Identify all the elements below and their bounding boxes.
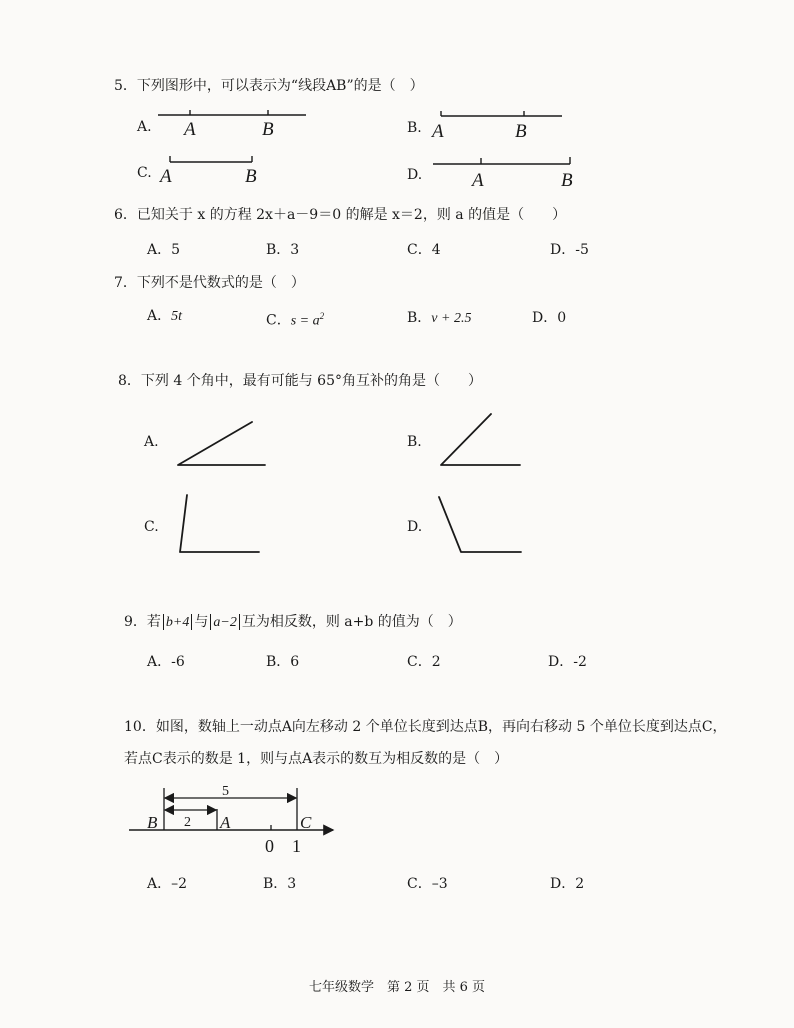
q10-stem-line2: 若点C表示的数是 1，则与点A表示的数互为相反数的是（ ） <box>124 751 509 767</box>
q8-option-b-label: B. <box>407 434 422 450</box>
q10-stem-line1: 10．如图，数轴上一动点A向左移动 2 个单位长度到达点B，再向右移动 5 个单位长度到达点C， <box>124 719 727 735</box>
q9-option-c: C．2 <box>407 654 441 670</box>
q9-stem-mid: 与 <box>194 614 209 630</box>
q8-stem: 8．下列 4 个角中，最有可能与 65°角互补的角是（ ） <box>118 373 482 389</box>
q10-option-d: D．2 <box>550 876 585 892</box>
q5-c-point-a: A <box>160 166 172 187</box>
q5-b-point-a: A <box>432 121 444 142</box>
page-footer: 七年级数学 第 2 页 共 6 页 <box>308 980 486 995</box>
q8-option-d-label: D. <box>407 519 423 535</box>
q7-expr-c: s = a <box>290 313 320 329</box>
q7-option-d: D．0 <box>532 310 567 326</box>
q7-option-a-label: A． <box>147 308 172 324</box>
q10-option-a: A．–2 <box>147 876 188 892</box>
q10-span-short-label: 2 <box>184 815 191 830</box>
q7-expr-c-exponent: 2 <box>319 311 325 321</box>
q10-tick-0-label: 0 <box>265 836 274 856</box>
q10-tick-1-label: 1 <box>292 836 301 856</box>
q9-abs2-text: a−2 <box>213 615 237 630</box>
q7-option-b-label: B． <box>407 310 432 326</box>
q9-option-d: D．-2 <box>548 654 587 670</box>
q10-point-c: C <box>300 813 312 832</box>
q5-a-point-b: B <box>262 119 274 140</box>
q6-option-c: C．4 <box>407 242 441 258</box>
q5-c-point-b: B <box>245 166 257 187</box>
q7-stem: 7．下列不是代数式的是（ ） <box>114 275 305 291</box>
q6-option-a: A．5 <box>147 242 181 258</box>
q5-stem: 5．下列图形中，可以表示为“线段AB”的是（ ） <box>114 78 424 94</box>
q9-stem-post: 互为相反数，则 a+b 的值为（ ） <box>241 614 462 630</box>
q6-option-d: D．-5 <box>550 242 589 258</box>
q10-point-a: A <box>220 813 231 832</box>
q10-span-long-label: 5 <box>222 784 229 799</box>
q7-expr-a: 5t <box>171 309 183 324</box>
q8-option-c-label: C. <box>144 519 159 535</box>
q10-point-b: B <box>147 813 158 832</box>
q9-stem-pre: 9．若 <box>124 614 161 630</box>
q8-option-a-label: A. <box>144 434 159 450</box>
q5-option-a-label: A. <box>137 119 152 135</box>
q5-d-point-b: B <box>561 170 573 191</box>
q5-d-point-a: A <box>472 170 484 191</box>
q7-option-c-label: C． <box>266 312 291 329</box>
q9-abs1-text: b+4 <box>165 615 190 630</box>
q5-a-point-a: A <box>184 119 196 140</box>
q6-option-b: B．3 <box>266 242 300 258</box>
q6-stem: 6．已知关于 x 的方程 2x＋a－9＝0 的解是 x＝2，则 a 的值是（ ） <box>114 207 567 223</box>
q9-option-b: B．6 <box>266 654 300 670</box>
q5-option-d-label: D. <box>407 167 423 183</box>
q7-expr-b: v + 2.5 <box>431 311 472 326</box>
q10-option-b: B．3 <box>263 876 297 892</box>
q5-b-point-b: B <box>515 121 527 142</box>
q5-option-c-label: C. <box>137 165 152 181</box>
q9-option-a: A．-6 <box>147 654 185 670</box>
q5-option-b-label: B. <box>407 120 422 136</box>
q10-option-c: C．–3 <box>407 876 448 892</box>
